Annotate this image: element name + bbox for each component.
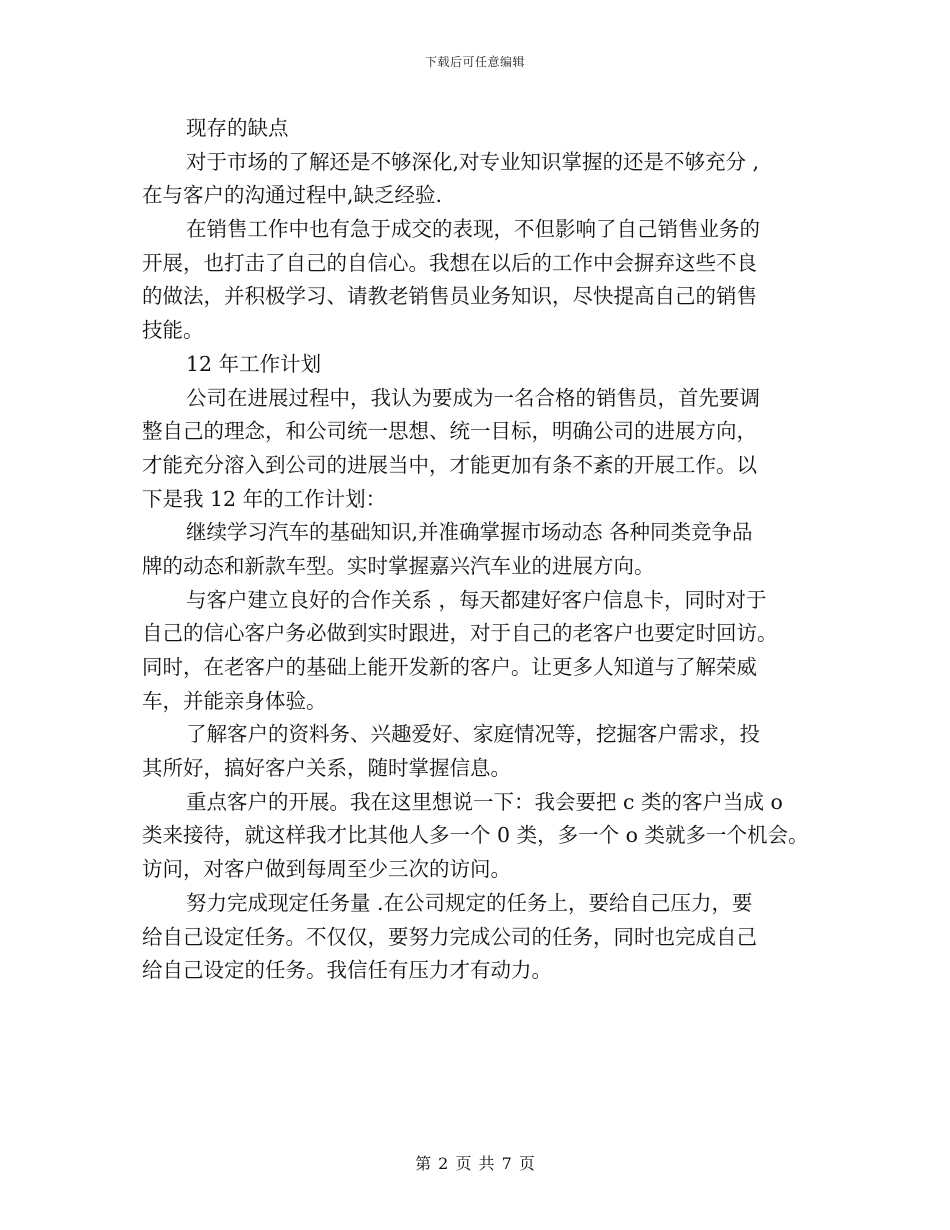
text-line: 才能充分溶入到公司的进展当中，才能更加有条不紊的开展工作。以 bbox=[142, 452, 757, 477]
text-line: 技能。 bbox=[142, 318, 204, 343]
text-line: 与客户建立良好的合作关系 ，每天都建好客户信息卡，同时对于 bbox=[186, 587, 767, 612]
text-line: 对于市场的了解还是不够深化,对专业知识掌握的还是不够充分 , bbox=[186, 149, 760, 174]
text-line: 开展，也打击了自己的自信心。我想在以后的工作中会摒弃这些不良 bbox=[142, 250, 757, 275]
text-line: 继续学习汽车的基础知识,并准确掌握市场动态 各种同类竞争品 bbox=[186, 520, 753, 545]
page-header: 下载后可任意编辑 bbox=[424, 55, 525, 69]
text-line: 访问，对客户做到每周至少三次的访问。 bbox=[142, 857, 511, 882]
text-line: 努力完成现定任务量 .在公司规定的任务上，要给自己压力，要 bbox=[186, 890, 753, 915]
text-line: 重点客户的开展。我在这里想说一下：我会要把 c 类的客户当成 o bbox=[186, 789, 783, 814]
document-body bbox=[142, 112, 812, 988]
text-line: 在与客户的沟通过程中,缺乏经验. bbox=[142, 183, 443, 208]
text-line: 了解客户的资料务、兴趣爱好、家庭情况等，挖掘客户需求，投 bbox=[186, 722, 760, 747]
text-line: 下是我 12 年的工作计划： bbox=[142, 486, 387, 511]
text-line: 其所好，搞好客户关系，随时掌握信息。 bbox=[142, 756, 511, 781]
text-line: 类来接待，就这样我才比其他人多一个 0 类，多一个 o 类就多一个机会。 bbox=[142, 823, 809, 848]
text-line: 公司在进展过程中，我认为要成为一名合格的销售员，首先要调 bbox=[186, 385, 760, 410]
text-line: 同时，在老客户的基础上能开发新的客户。让更多人知道与了解荣威 bbox=[142, 655, 757, 679]
text-line: 整自己的理念，和公司统一思想、统一目标，明确公司的进展方向， bbox=[142, 419, 757, 444]
text-line: 现存的缺点 bbox=[186, 116, 289, 140]
text-line: 给自己设定的任务。我信任有压力才有动力。 bbox=[142, 958, 552, 983]
text-line: 牌的动态和新款车型。实时掌握嘉兴汽车业的进展方向。 bbox=[142, 553, 655, 578]
text-line: 在销售工作中也有急于成交的表现，不但影响了自己销售业务的 bbox=[186, 217, 760, 242]
text-line: 12 年工作计划 bbox=[186, 351, 322, 376]
page-footer: 第 2 页 共 7 页 bbox=[415, 1154, 535, 1173]
text-line: 的做法，并积极学习、请教老销售员业务知识，尽快提高自己的销售 bbox=[142, 284, 757, 309]
text-line: 给自己设定任务。不仅仅，要努力完成公司的任务，同时也完成自己 bbox=[142, 924, 757, 949]
text-line: 车，并能亲身体验。 bbox=[142, 688, 327, 713]
text-line: 自己的信心客户务必做到实时跟进，对于自己的老客户也要定时回访。 bbox=[142, 621, 778, 646]
